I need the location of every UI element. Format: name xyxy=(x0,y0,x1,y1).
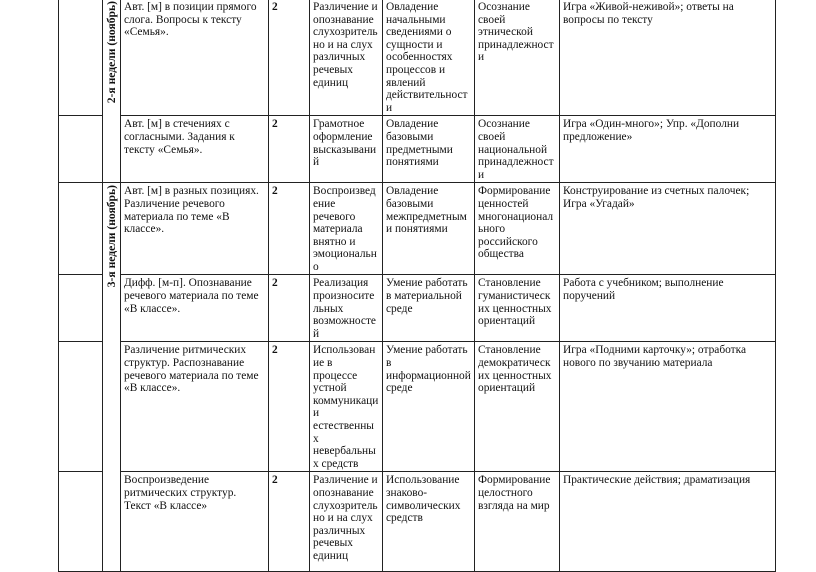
week-label: 3-я недели (ноябрь) xyxy=(105,185,118,288)
activity-cell: Игра «Живой-неживой»; ответы на вопросы по тексту xyxy=(560,0,776,116)
table-row xyxy=(59,472,776,572)
hours-cell: 2 xyxy=(269,183,310,275)
spacer-cell xyxy=(59,0,103,116)
speech-goal-cell: Грамотное оформление высказываний xyxy=(310,116,383,183)
table-row xyxy=(59,183,776,275)
cognitive-goal-cell: Овладение базовыми предметными понятиями xyxy=(383,116,475,183)
spacer-cell xyxy=(59,342,103,472)
table-row xyxy=(59,116,776,183)
activity-cell: Конструирование из счетных палочек; Игра «Угадай» xyxy=(560,183,776,275)
cognitive-goal-cell: Умение работать в материальной среде xyxy=(383,275,475,342)
table-row xyxy=(59,275,776,342)
topic-cell: Дифф. [м-п]. Опознавание речевого материала по теме «В классе». xyxy=(121,275,269,342)
cognitive-goal-cell: Использование знаково-символических средств xyxy=(383,472,475,572)
speech-goal-cell: Различение и опознавание слухозрительно и на слух различных речевых единиц xyxy=(310,472,383,572)
personal-goal-cell: Осознание своей этнической принадлежности xyxy=(475,0,560,116)
hours-cell: 2 xyxy=(269,472,310,572)
personal-goal-cell: Формирование целостного взгляда на мир xyxy=(475,472,560,572)
hours-cell: 2 xyxy=(269,342,310,472)
week-cell xyxy=(103,183,121,572)
spacer-cell xyxy=(59,275,103,342)
lesson-plan-table xyxy=(58,0,776,572)
speech-goal-cell: Различение и опознавание слухозрительно и на слух различных речевых единиц xyxy=(310,0,383,116)
table-row xyxy=(59,342,776,472)
topic-cell: Авт. [м] в разных позициях. Различение речевого материала по теме «В классе». xyxy=(121,183,269,275)
speech-goal-cell: Воспроизведение речевого материала внятно и эмоционально xyxy=(310,183,383,275)
personal-goal-cell: Осознание своей национальной принадлежности xyxy=(475,116,560,183)
topic-cell: Воспроизведение ритмических структур. Текст «В классе» xyxy=(121,472,269,572)
cognitive-goal-cell: Овладение начальными сведениями о сущности и особенностях процессов и явлений действительности xyxy=(383,0,475,116)
speech-goal-cell: Использование в процессе устной коммуникации естественных невербальных средств xyxy=(310,342,383,472)
topic-cell: Авт. [м] в позиции прямого слога. Вопросы к тексту «Семья». xyxy=(121,0,269,116)
activity-cell: Игра «Подними карточку»; отработка нового по звучанию материала xyxy=(560,342,776,472)
topic-cell: Различение ритмических структур. Распознавание речевого материала по теме «В классе». xyxy=(121,342,269,472)
personal-goal-cell: Формирование ценностей многонационального российского общества xyxy=(475,183,560,275)
hours-cell: 2 xyxy=(269,0,310,116)
personal-goal-cell: Становление гуманистических ценностных ориентаций xyxy=(475,275,560,342)
cognitive-goal-cell: Овладение базовыми межпредметными понятиями xyxy=(383,183,475,275)
speech-goal-cell: Реализация произносительных возможностей xyxy=(310,275,383,342)
spacer-cell xyxy=(59,183,103,275)
topic-cell: Авт. [м] в стечениях с согласными. Задания к тексту «Семья». xyxy=(121,116,269,183)
personal-goal-cell: Становление демократических ценностных ориентаций xyxy=(475,342,560,472)
hours-cell: 2 xyxy=(269,275,310,342)
spacer-cell xyxy=(59,472,103,572)
activity-cell: Работа с учебником; выполнение поручений xyxy=(560,275,776,342)
activity-cell: Игра «Один-много»; Упр. «Дополни предложение» xyxy=(560,116,776,183)
activity-cell: Практические действия; драматизация xyxy=(560,472,776,572)
week-cell xyxy=(103,0,121,183)
spacer-cell xyxy=(59,116,103,183)
table-row xyxy=(59,0,776,116)
week-label: 2-я недели (ноябрь) xyxy=(105,1,118,104)
hours-cell: 2 xyxy=(269,116,310,183)
cognitive-goal-cell: Умение работать в информационной среде xyxy=(383,342,475,472)
